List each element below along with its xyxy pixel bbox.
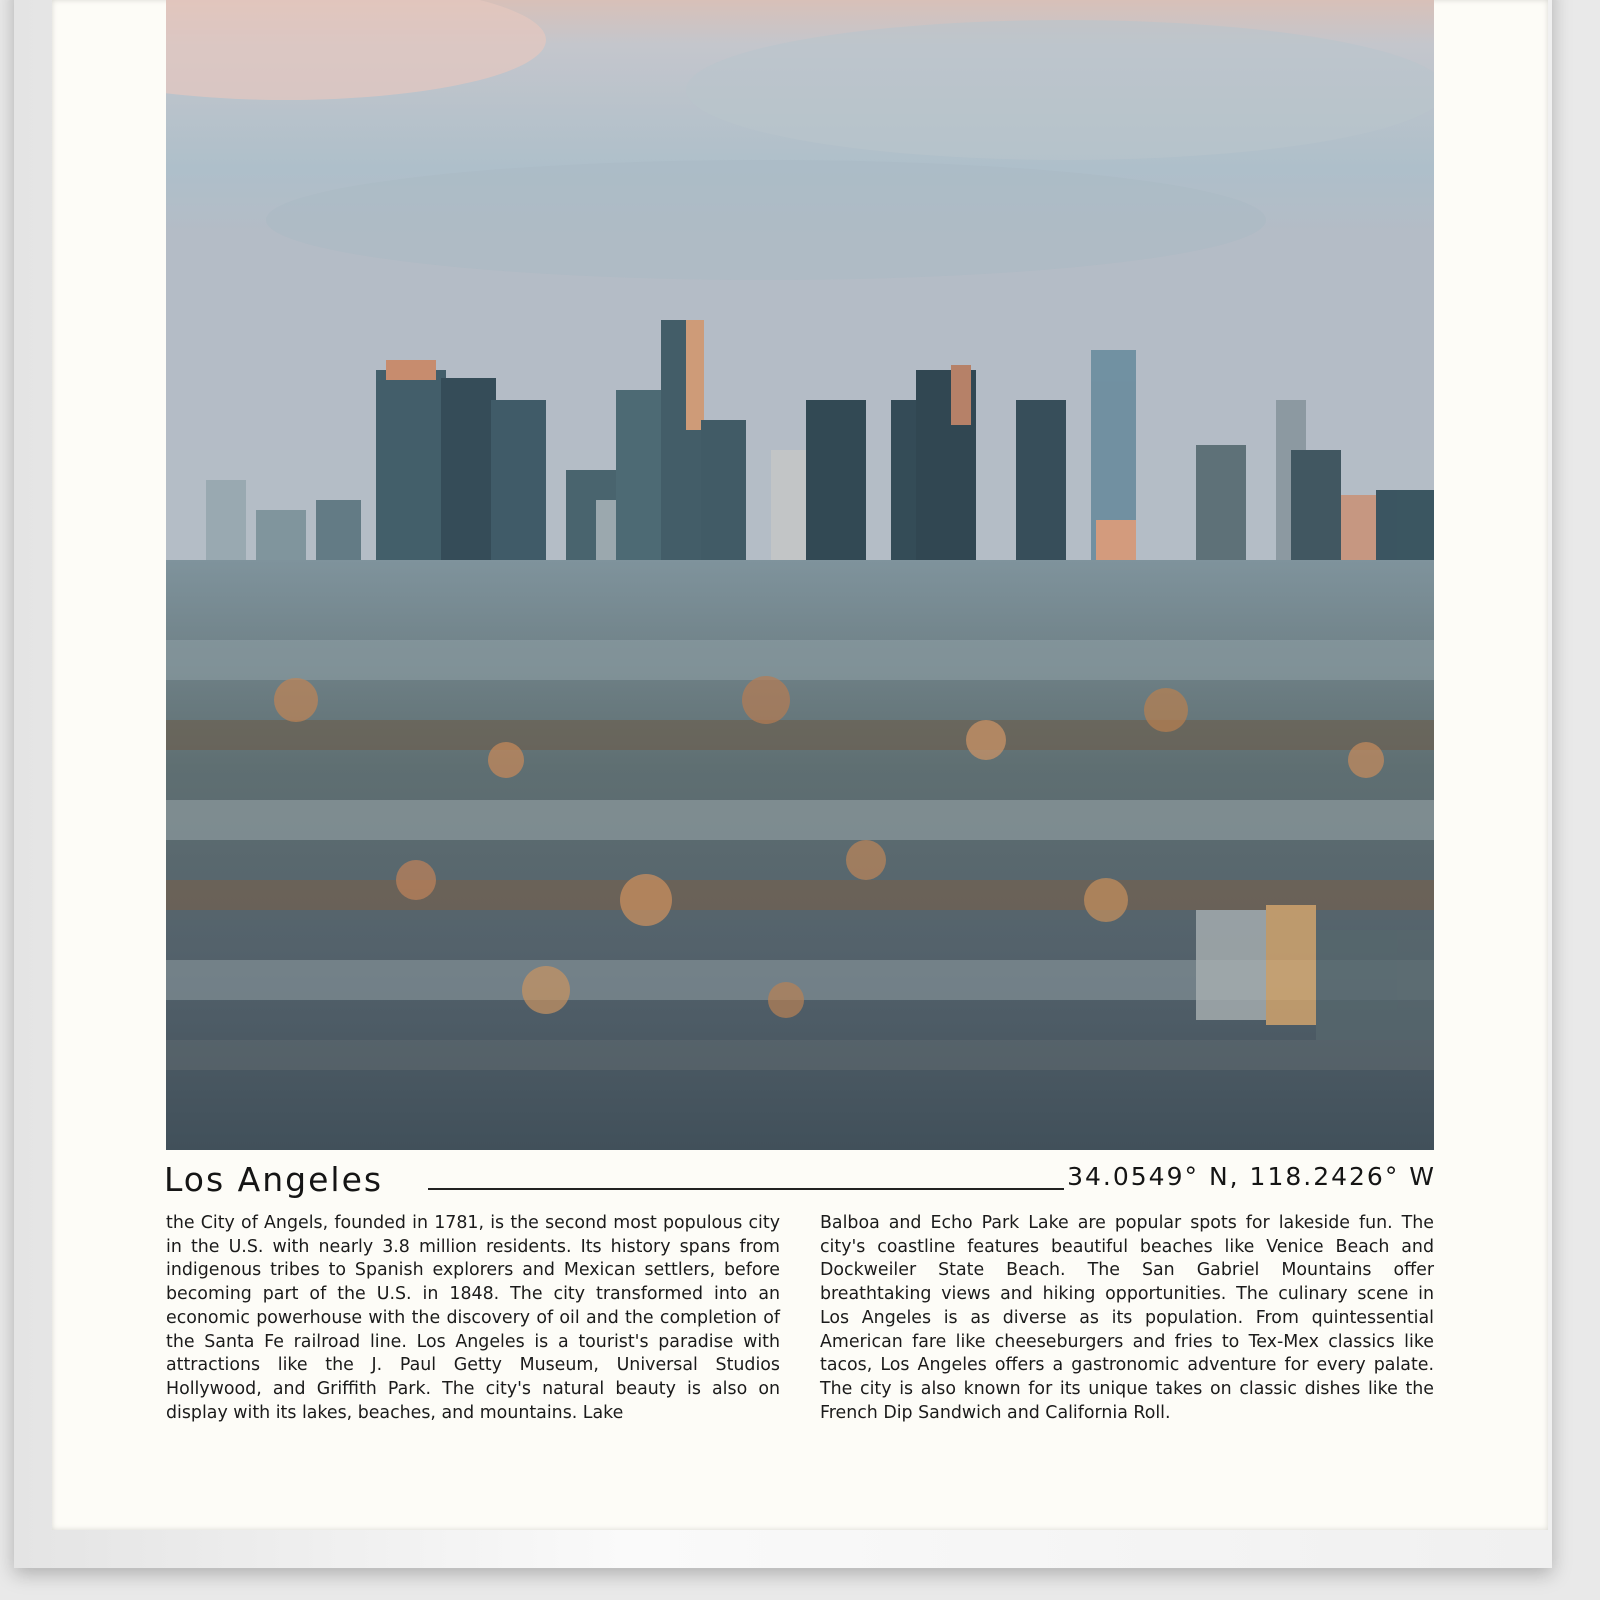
skyline-painting [166, 0, 1434, 1150]
coordinates: 34.0549° N, 118.2426° W [1067, 1162, 1436, 1191]
description-right-column: Balboa and Echo Park Lake are popular spots for lakeside fun. The city's coastline features beautiful beaches like Venice Beach and Dockweiler State Beach. The San Gabriel Mountains offer breathtaking views and hiking opportunities. The culinary scene in Los Angeles is as diverse as its population. From quintessential American fare like cheeseburgers and fries to Tex-Mex classics like tacos, Los Angeles offers a gastronomic adventure for every palate. The city is also known for its unique takes on classic dishes like the French Dip Sandwich and California Roll. [820, 1213, 1434, 1423]
city-name: Los Angeles [164, 1160, 384, 1199]
description-left-column: the City of Angels, founded in 1781, is the second most populous city in the U.S. with nearly 3.8 million residents. Its history spans from indigenous tribes to Spanish explorers and Mexican settlers, before becoming part of the U.S. in 1848. The city transformed into an economic powerhouse with the discovery of oil and the completion of the Santa Fe railroad line. Los Angeles is a tourist's paradise with attractions like the J. Paul Getty Museum, Universal Studios Hollywood, and Griffith Park. The city's natural beauty is also on display with its lakes, beaches, and mountains. Lake [166, 1213, 780, 1423]
title-row [164, 1160, 1436, 1220]
title-divider [428, 1188, 1064, 1190]
